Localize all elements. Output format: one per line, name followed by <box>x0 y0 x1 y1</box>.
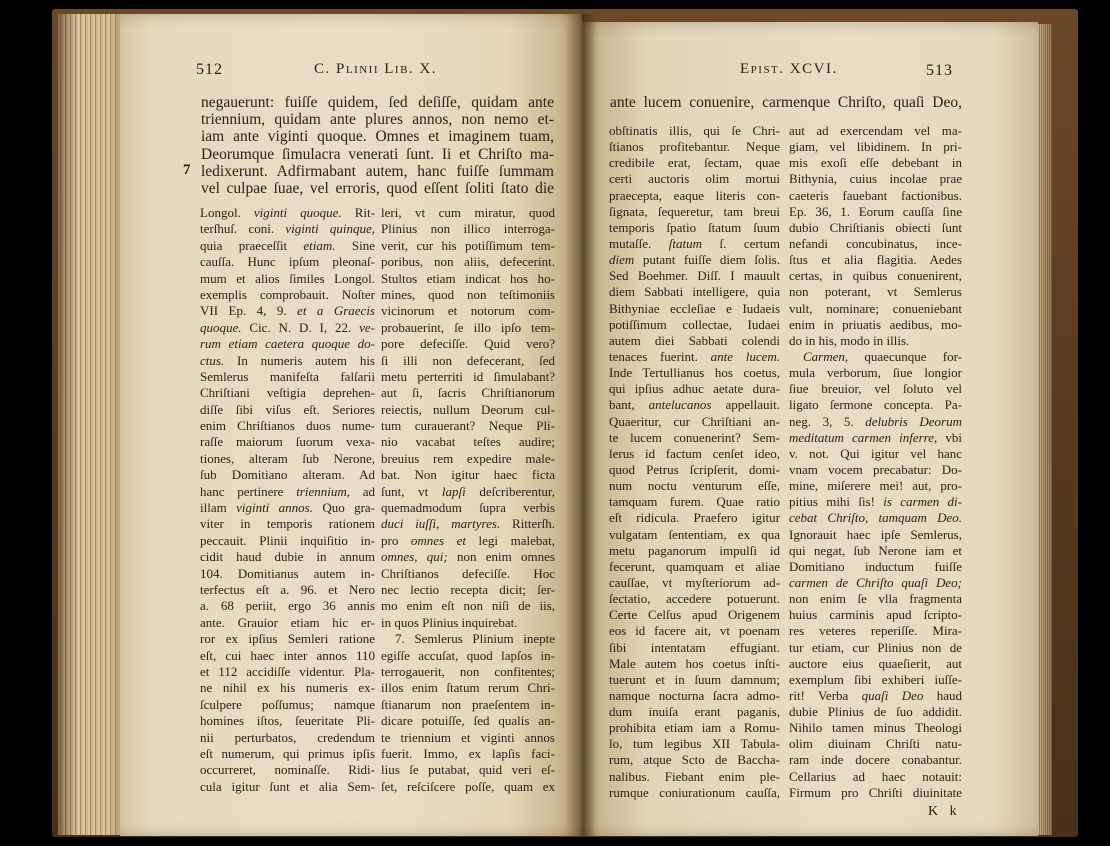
page-edges-right <box>1038 24 1052 835</box>
text-line: dicare potuiſſe, ſed qualis an- <box>381 713 555 729</box>
text-line <box>789 510 962 526</box>
text-line <box>789 414 962 430</box>
text-line: enim Chriſtianos duos nume- <box>200 418 375 434</box>
text-line: credibile erat, ſectam, quae <box>609 155 780 171</box>
roman-text: illam <box>200 500 237 516</box>
text-line <box>789 430 962 446</box>
text-line: cauſſae, vt myſteriorum ad- <box>609 574 780 590</box>
text-line: 7. Semlerus Plinium inepte <box>395 631 555 647</box>
text-line: mine, miſerere mei! aut, pro- <box>789 478 962 494</box>
italic-text: quaſi Deo <box>861 687 924 703</box>
text-line: aut ſi, ſacris Chriſtianorum <box>381 385 555 401</box>
roman-text: terſhuſ. coni. <box>200 221 286 237</box>
text-line <box>381 484 555 500</box>
text-line: ante lucem conuenire, carmenque Chriſto, quaſi Deo, <box>610 94 962 111</box>
text-line: nii perturbatos, credendum <box>200 729 375 745</box>
text-line: ram inde docere conabantur. <box>789 752 962 768</box>
text-line <box>381 533 555 549</box>
text-line: giam, vel libidinem. In pri- <box>789 139 962 155</box>
text-line: ante. Grauior etiam hic er- <box>200 614 375 630</box>
italic-text: ante lucem. <box>710 348 781 364</box>
text-line <box>200 500 375 516</box>
italic-text: delubris Deorum <box>865 413 962 429</box>
text-line: ledixerunt. Adfirmabant autem, hanc fuiſſe ſummam <box>201 162 554 180</box>
italic-text: rum etiam caetera quoque do- <box>200 336 375 352</box>
text-line: Plinius non illico interroga- <box>381 221 555 237</box>
italic-text: ve- <box>359 319 375 335</box>
text-line: eos id facere ait, vt poenam <box>609 623 780 639</box>
text-line: Chriſtianos defeciſſe. Hoc <box>381 565 555 581</box>
text-line: ror ex ipſius Semleri ratione <box>200 631 375 647</box>
text-line: aut ad exercendam vel ma- <box>789 123 962 138</box>
text-line: Deorumque ſimulacra venerati ſunt. Ii et Chriſto ma- <box>201 145 554 163</box>
text-line: in quos Plinius inquirebat. <box>381 614 518 630</box>
text-line <box>609 397 780 413</box>
roman-text: appellauit. <box>711 397 780 413</box>
text-line: Nihilo tamen minus Theologi <box>789 720 962 736</box>
text-line: cauſſa. Hunc ipſum pleonaſ- <box>200 254 375 270</box>
text-line: exemplum ſibi exhiberi iuſſe- <box>789 671 962 687</box>
italic-text: triennium, <box>296 483 350 499</box>
text-line: Cellarius ad haec notauit: <box>789 768 962 784</box>
book-spine-gutter <box>566 14 596 836</box>
roman-text: Longol. <box>200 205 254 220</box>
roman-text: legi malebat, <box>466 532 555 548</box>
right-main-text <box>610 94 962 111</box>
text-line: Bithynia, cuius incolae prae <box>789 171 962 187</box>
text-line: diſſe ſibi viſus eſt. Seriores <box>200 401 375 417</box>
text-line: caeteris fauebant factionibus. <box>789 187 962 203</box>
text-line: temporis ſpatio ſtatum ſuum <box>609 219 780 235</box>
text-line <box>789 349 962 365</box>
text-line: bat. Non igitur haec ficta <box>381 467 555 483</box>
right-page-number: 513 <box>926 62 953 79</box>
text-line: autem diei Sabbati colendi <box>609 332 780 348</box>
roman-text: pro <box>381 532 411 548</box>
roman-text: ſunt, vt <box>381 483 442 499</box>
text-line: ſibi intentatam effugiant. <box>609 639 780 655</box>
roman-text: Cic. N. D. I, 22. <box>241 319 360 335</box>
roman-text: quia praeceſſit <box>200 237 304 253</box>
roman-text: Rit- <box>341 205 375 220</box>
text-line: negauerunt: fuiſſe quidem, ſed deſiſſe, quidam ante <box>201 94 554 111</box>
text-line: triennium, quidam ante plures annos, non nemo et- <box>201 111 554 129</box>
roman-text: mutaſſe. <box>609 235 669 251</box>
text-line: terrogauerit, non confitentes; <box>381 663 555 679</box>
text-line: tamquam furem. Quae ratio <box>609 494 780 510</box>
roman-text: bant, <box>609 397 649 413</box>
roman-text: haud <box>923 687 963 703</box>
roman-text: hanc pertinere <box>200 483 297 499</box>
text-line: res veteres reperiſſe. Mira- <box>789 623 962 639</box>
text-line <box>200 303 375 319</box>
text-line: Certe Celſus apud Origenem <box>609 607 780 623</box>
text-line: vicinorum et notorum com- <box>381 303 555 319</box>
text-line <box>789 688 962 704</box>
roman-text: Sine <box>335 237 375 253</box>
right-notes-column-2 <box>789 123 962 801</box>
text-line: tur etiam, cur Plinius non de <box>789 639 962 655</box>
italic-text: carmen de Chriſto quaſi Deo; <box>789 574 962 590</box>
text-line: prohibita etiam iam a Romu- <box>609 720 780 736</box>
roman-text: ad <box>350 483 375 499</box>
roman-text: vbi <box>937 429 962 445</box>
italic-text: is carmen di- <box>883 494 962 510</box>
italic-text: omnes et <box>410 532 467 548</box>
roman-text: deſcriberentur, <box>465 483 555 499</box>
text-line: dum inuiſa erant paganis, <box>609 704 780 720</box>
text-line: nio vacabat teſtes audire; <box>381 434 555 450</box>
text-line <box>200 484 375 500</box>
text-line <box>200 205 375 221</box>
roman-text: non enim omnes <box>447 549 555 565</box>
margin-section-number: 7 <box>183 162 191 178</box>
text-line <box>200 353 375 369</box>
roman-text: In numeris autem his <box>224 352 375 368</box>
text-line: ſtianarum non praeſentem in- <box>381 696 555 712</box>
text-line <box>789 575 962 591</box>
text-line: dubie Plinius de ſuo addidit. <box>789 704 962 720</box>
roman-text: ſ. certum <box>702 235 780 251</box>
text-line: rum, atque Scto de Baccha- <box>609 752 780 768</box>
text-line: Chriſtiani veſtigia deprehen- <box>200 385 375 401</box>
text-line: namque nocturna ſacra admo- <box>609 687 780 703</box>
left-running-head: C. Plinii Lib. X. <box>314 61 437 77</box>
text-line: olim diuinam Chriſti natu- <box>789 736 962 752</box>
text-line: ſtianos profitebantur. Neque <box>609 139 780 155</box>
text-line: Quaeritur, cur Chriſtiani an- <box>609 413 780 429</box>
text-line: ligato ſermone concepta. Pa- <box>789 397 962 413</box>
text-line: certas, in quibus conuenirent, <box>789 268 962 284</box>
text-line: obſtinatis illis, qui ſe Chri- <box>609 123 780 138</box>
text-line: illos enim ſtatum rerum Chri- <box>381 680 555 696</box>
text-line: eſt numerum, qui primus ipſis <box>200 745 375 761</box>
left-main-text <box>201 94 554 197</box>
right-running-head: Epist. XCVI. <box>740 61 838 77</box>
text-line: lius ſe putabat, quid veri eſ- <box>381 762 555 778</box>
text-line: te triennium et viginti annos <box>381 729 555 745</box>
text-line: diem Sabbati intelligere, quia <box>609 284 780 300</box>
text-line: vnam vocem precabatur: Do- <box>789 461 962 477</box>
text-line: potiſſimum collectae, Iudaei <box>609 316 780 332</box>
roman-text: neg. 3, 5. <box>789 413 866 429</box>
text-line: a. 68 periit, ergo 36 annis <box>200 598 375 614</box>
text-line <box>381 549 555 565</box>
text-line: ſtus et alia flagitia. Aedes <box>789 252 962 268</box>
roman-text: Ritterſh. <box>500 516 555 532</box>
text-line: nefandi concubinatus, ince- <box>789 235 962 251</box>
italic-text: etiam. <box>303 237 336 253</box>
text-line: mo enim eſt non niſi de iis, <box>381 598 555 614</box>
text-line: ſculpere poſſumus; namque <box>200 696 375 712</box>
text-line: fuerit. Immo, ex lapſis faci- <box>381 745 555 761</box>
text-line: 104. Domitianus autem in- <box>200 565 375 581</box>
italic-text: cebat Chriſto, tamquam Deo. <box>789 510 962 526</box>
text-line <box>609 236 780 252</box>
text-line: metu perterriti id ſimulabant? <box>381 368 555 384</box>
text-line <box>381 516 555 532</box>
text-line: enim in priuatis aedibus, mo- <box>789 316 962 332</box>
text-line: Stultos etiam indicat hos ho- <box>381 270 555 286</box>
text-line: Ep. 36, 1. Eorum cauſſa ſine <box>789 203 962 219</box>
text-line: qui negat, ſub Nerone iam et <box>789 542 962 558</box>
text-line: qui ipſius adhuc aetate dura- <box>609 381 780 397</box>
text-line: Domitiano inductum fuiſſe <box>789 558 962 574</box>
italic-text: viginti quoque. <box>253 205 342 220</box>
text-line: ſectatio, accedere potuerunt. <box>609 591 780 607</box>
text-line: auctore eius quaeſierit, aut <box>789 655 962 671</box>
text-line: fecerunt, quamquam et aliae <box>609 558 780 574</box>
text-line: homines iſtos, ſeueritate Pli- <box>200 713 375 729</box>
left-notes-column-2 <box>381 205 555 795</box>
text-line: Inde Tertullianus hos coetus, <box>609 365 780 381</box>
text-line: non poterant, vt Semlerus <box>789 284 962 300</box>
text-line: leri, vt cum miratur, quod <box>381 205 555 220</box>
left-page-number: 512 <box>196 61 223 78</box>
italic-text: diem <box>609 252 635 268</box>
text-line: Sed Boehmer. Diſſ. I mauult <box>609 268 780 284</box>
text-line: non enim ſe vlla fragmenta <box>789 591 962 607</box>
text-line: tuerunt et in ſuum damnum; <box>609 671 780 687</box>
text-line: ne nihil ex his numeris ex- <box>200 680 375 696</box>
italic-text: antelucanos <box>648 397 712 413</box>
italic-text: Carmen, <box>803 348 849 364</box>
text-line: ſub Domitiano alteram. Ad <box>200 467 375 483</box>
text-line: praecepta, eaque literis con- <box>609 187 780 203</box>
italic-text: viginti annos. <box>236 500 313 516</box>
italic-text: et a Graecis <box>297 303 375 319</box>
text-line: Firmum pro Chriſti diuinitate <box>789 784 962 800</box>
text-line <box>200 320 375 336</box>
text-line: vult, nominare; conueniebant <box>789 300 962 316</box>
text-line: ſet, reſciſcere poſſe, quam ex <box>381 778 555 794</box>
text-line: pore defeciſſe. Quid vero? <box>381 336 555 352</box>
text-line: cula igitur ſunt et alia Sem- <box>200 778 375 794</box>
text-line: do in his, modo in illis. <box>789 332 910 348</box>
italic-text: omnes, qui; <box>381 549 448 565</box>
text-line <box>200 336 375 352</box>
text-line: mines, quod non teſtimoniis <box>381 286 555 302</box>
signature-mark: K k <box>928 804 961 819</box>
text-line: certi auctoris olim mortui <box>609 171 780 187</box>
text-line: eſt, cui haec inter annos 110 <box>200 647 375 663</box>
text-line: exemplis comprobauit. Noſter <box>200 286 375 302</box>
text-line: ſignata, ſequeretur, tam breui <box>609 203 780 219</box>
text-line: mula verborum, ſiue longior <box>789 365 962 381</box>
text-line <box>609 252 780 268</box>
text-line: probauerint, ſe illo ipſo tem- <box>381 319 555 335</box>
italic-text: lapſi <box>441 483 466 499</box>
roman-text: pitius mihi ſis! <box>789 494 884 510</box>
text-line: iam ante viginti quoque. Omnes et imaginem tuam, <box>201 128 554 146</box>
roman-text: putant fuiſſe diem ſolis. <box>634 252 780 268</box>
text-line: te lucem conuenerint? Sem- <box>609 429 780 445</box>
text-line: reiectis, nullum Deorum cul- <box>381 401 555 417</box>
text-line: mum et alios ſimiles Longol. <box>200 270 375 286</box>
text-line: tiones, alteram ſub Nerone, <box>200 450 375 466</box>
text-line: v. not. Qui igitur vel hanc <box>789 445 962 461</box>
italic-text: ſtatum <box>668 235 702 251</box>
italic-text: ctus. <box>200 352 225 368</box>
text-line: quod Petrus ſcripſerit, domi- <box>609 461 780 477</box>
text-line: quemadmodum ſupra verbis <box>381 500 555 516</box>
text-line: egiſſe accuſat, quod lapſos in- <box>381 647 555 663</box>
text-line: metu paganorum impulſi id <box>609 542 780 558</box>
text-line: ſi illi non defecerant, ſed <box>381 352 555 368</box>
italic-text: duci iuſſi, martyres. <box>381 516 501 532</box>
text-line: Male autem hos coetus inſti- <box>609 655 780 671</box>
text-line: verit, cur his potiſſimum tem- <box>381 237 555 253</box>
italic-text: viginti quinque, <box>285 221 375 237</box>
text-line: Bithyniae eccleſiae e Iudaeis <box>609 300 780 316</box>
text-line: terfectus eſt a. 96. et Nero <box>200 581 375 597</box>
text-line: nalibus. Fiebant enim ple- <box>609 768 780 784</box>
right-notes-column-1 <box>609 123 780 801</box>
text-line: huius carminis apud ſcripto- <box>789 607 962 623</box>
left-notes-column-1 <box>200 205 375 795</box>
roman-text: tenaces fuerint. <box>609 348 711 364</box>
text-line: Semlerus manifeſta falſarii <box>200 368 375 384</box>
text-line: vel culpae ſuae, vel erroris, quod eſſent ſoliti ſtato die <box>201 179 554 197</box>
roman-text: VII Ep. 4, 9. <box>200 303 298 319</box>
text-line: tum curauerant? Neque Pli- <box>381 418 555 434</box>
text-line: breuius rem expedire male- <box>381 450 555 466</box>
text-line: lerus id factum cenſet ideo, <box>609 445 780 461</box>
text-line <box>200 221 375 237</box>
text-line: rumque coniurationum cauſſa, <box>609 784 780 800</box>
text-line: cidit haud dubie in annum <box>200 549 375 565</box>
text-line: vulgatam ſententiam, ex qua <box>609 526 780 542</box>
page-edges-left <box>58 14 122 835</box>
text-line <box>609 349 780 365</box>
roman-text: rit! Verba <box>789 687 862 703</box>
text-line: lo, tum legibus XII Tabula- <box>609 736 780 752</box>
text-line: ſiue breuior, vel ſoluto vel <box>789 381 962 397</box>
text-line: nec lectio recepta dicit; ſer- <box>381 581 555 597</box>
text-line <box>200 238 375 254</box>
italic-text: quoque. <box>200 319 242 335</box>
text-line: num noctu venturum eſſe, <box>609 478 780 494</box>
text-line: occurreret, nominaſſe. Ridi- <box>200 762 375 778</box>
text-line: mis exoſi eſſe debebant in <box>789 155 962 171</box>
text-line: poribus, non aliis, defecerint. <box>381 254 555 270</box>
roman-text: quaecunque for- <box>848 348 962 364</box>
text-line: dubio Chriſtianis obiecti ſunt <box>789 219 962 235</box>
italic-text: meditatum carmen inferre, <box>789 429 938 445</box>
roman-text: Quo gra- <box>312 500 375 516</box>
text-line <box>789 494 962 510</box>
text-line: et 112 accidiſſe videntur. Pla- <box>200 663 375 679</box>
text-line: raſſe maiorum ſuorum vexa- <box>200 434 375 450</box>
text-line: viter in temporis rationem <box>200 516 375 532</box>
text-line: peccauit. Plinii inquiſitio in- <box>200 532 375 548</box>
text-line: eſt ridicula. Praefero igitur <box>609 510 780 526</box>
text-line: Ignorauit haec ipſe Semlerus, <box>789 526 962 542</box>
